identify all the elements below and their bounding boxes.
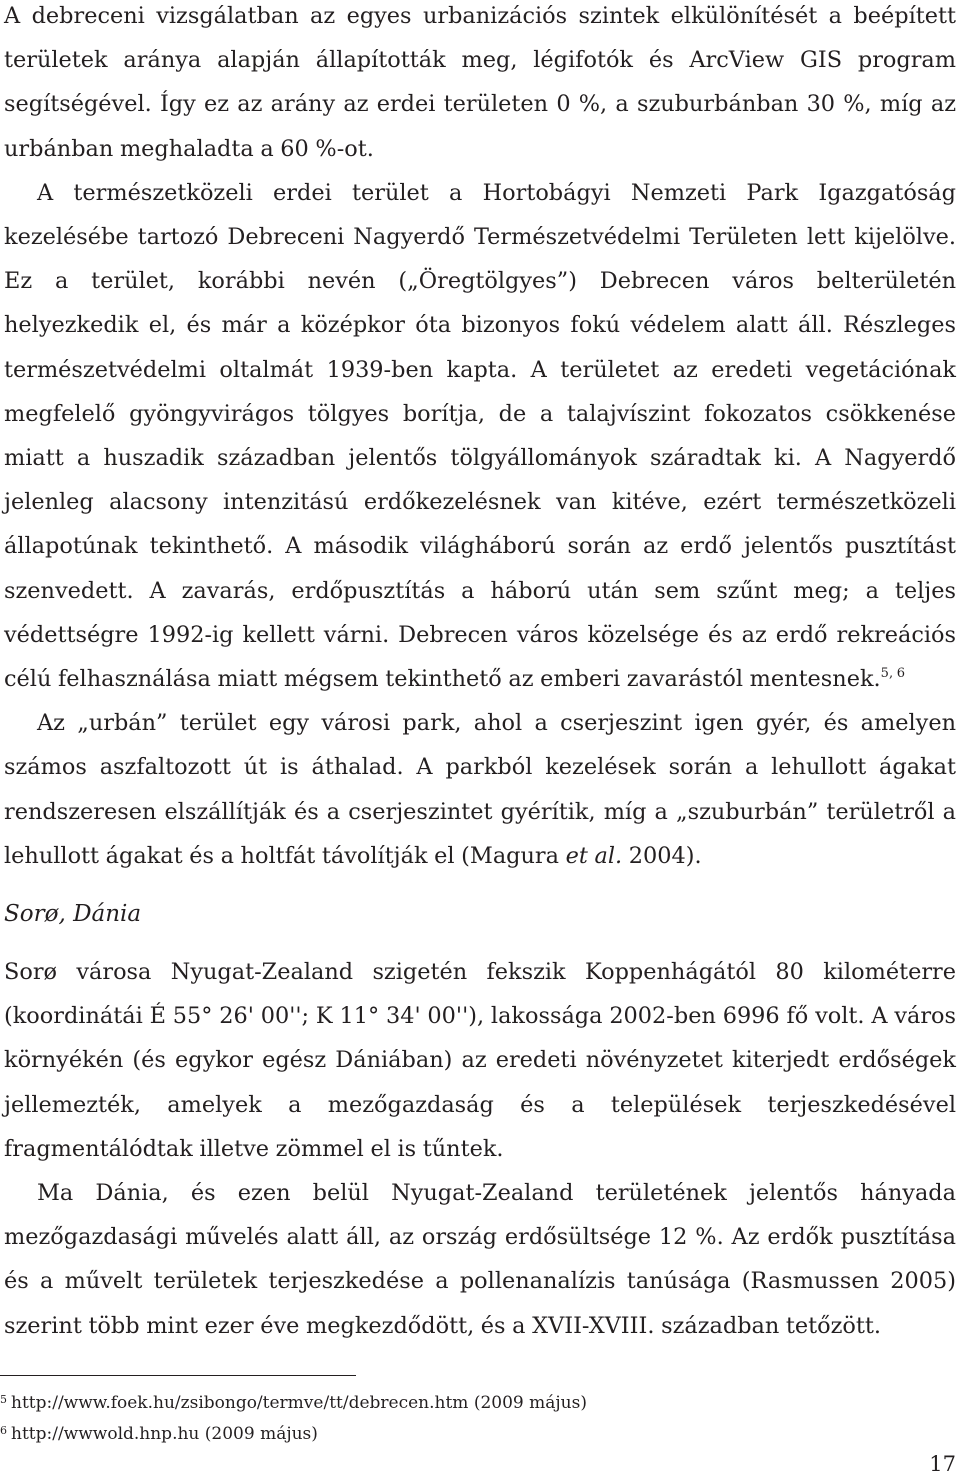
page-number: 17 (929, 1452, 956, 1476)
footnote-6 (0, 1417, 952, 1448)
paragraph-urban-area-end: 2004). (622, 842, 702, 869)
paragraph-nagyerdo (4, 171, 956, 701)
paragraph-urbanization-levels: A debreceni vizsgálatban az egyes urbanizációs szintek elkülönítését a beépített területek aránya alapján állapították meg, légifotók és ArcView GIS program segítségével. Így ez az arány az erdei területen 0 %, a szuburbánban 30 %, míg az urbánban meghaladta a 60 %-ot. (4, 3, 956, 162)
footnote-link[interactable]: http://wwwold.hnp.hu (2009 május) (11, 1424, 318, 1444)
document-page (4, 0, 956, 1348)
citation-et-al: et al. (565, 842, 623, 869)
footnote-5 (0, 1386, 952, 1417)
footnotes (0, 1386, 952, 1448)
paragraph-soro-location: Sorø városa Nyugat-Zealand szigetén fekszik Koppenhágától 80 kilométerre (koordinátái É 55° 26' 00''; K 11° 34' 00''), lakossága 2002-ben 6996 fő volt. A város környékén (és egykor egész Dániában) az eredeti növényzetet kiterjedt erdőségek jellemezték, amelyek a mezőgazdaság és a települések terjeszkedésével fragmentálódtak illetve zömmel el is tűntek. (4, 959, 956, 1162)
footnote-link[interactable]: http://www.foek.hu/zsibongo/termve/tt/debrecen.htm (2009 május) (11, 1393, 587, 1413)
paragraph-urban-area-text: Az „urbán” terület egy városi park, ahol a cserjeszint igen gyér, és amelyen számos aszfaltozott út is áthalad. A parkból kezelések során a lehullott ágakat rendszeresen elszállítják és a cserjeszintet gyérítik, míg a „szuburbán” területről a lehullott ágakat és a holtfát távolítják el (Magura (4, 710, 956, 869)
footnote-number: 6 (0, 1424, 7, 1437)
paragraph-denmark-forests: Ma Dánia, és ezen belül Nyugat-Zealand területének jelentős hányada mezőgazdasági művelés alatt áll, az ország erdősültsége 12 %. Az erdők pusztítása és a művelt területek terjeszkedése a pollenanalízis tanúsága (Rasmussen 2005) szerint több mint ezer éve megkezdődött, és a XVII-XVIII. században tetőzött. (4, 1180, 956, 1339)
paragraph-urban-area (4, 701, 956, 878)
footnote-divider (0, 1375, 356, 1376)
section-heading-soro: Sorø, Dánia (4, 901, 142, 928)
footnote-reference[interactable]: 5, 6 (880, 666, 905, 682)
footnote-number: 5 (0, 1393, 7, 1406)
paragraph-nagyerdo-text: A természetközeli erdei terület a Hortobágyi Nemzeti Park Igazgatóság kezelésébe tartozó Debreceni Nagyerdő Természetvédelmi Területen lett kijelölve. Ez a terület, korábbi nevén („Öregtölgyes”) Debrecen város belterületén helyezkedik el, és már a középkor óta bizonyos fokú védelem alatt áll. Részleges természetvédelmi oltalmát 1939-ben kapta. A területet az eredeti vegetációnak megfelelő gyöngyvirágos tölgyes borítja, de a talajvíszint fokozatos csökkenése miatt a huszadik században jelentős tölgyállományok száradtak ki. A Nagyerdő jelenleg alacsony intenzitású erdőkezelésnek van kitéve, ezért természetközeli állapotúnak tekinthető. A második világháború során az erdő jelentős pusztítást szenvedett. A zavarás, erdőpusztítás a háború után sem szűnt meg; a teljes védettségre 1992-ig kellett várni. Debrecen város közelsége és az erdő rekreációs célú felhasználása miatt mégsem tekinthető az emberi zavarástól mentesnek. (4, 179, 956, 693)
